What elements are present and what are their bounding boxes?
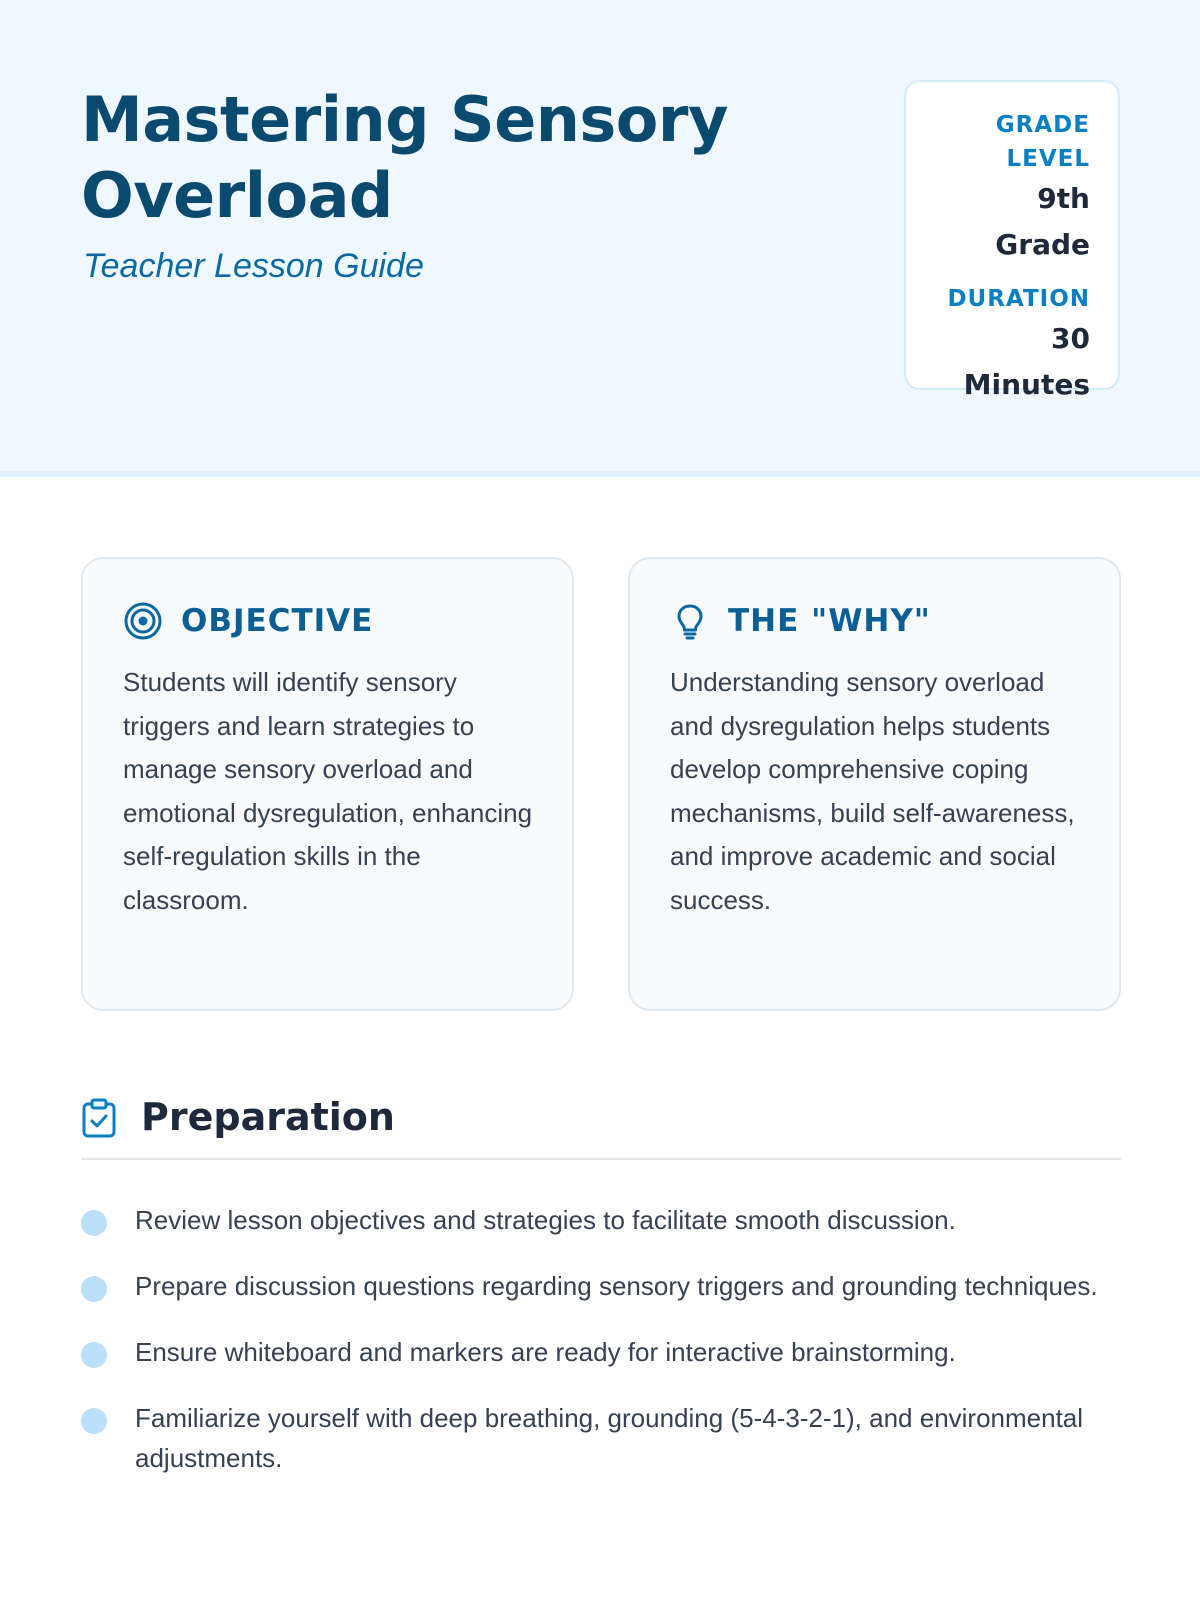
list-item bbox=[81, 1200, 1121, 1240]
lesson-header bbox=[0, 0, 1200, 477]
page-title: Mastering Sensory Overload bbox=[81, 83, 728, 232]
grade-level-label: GRADE LEVEL bbox=[995, 112, 1090, 172]
objective-card bbox=[81, 557, 574, 1011]
preparation-list bbox=[81, 1200, 1121, 1504]
page-subtitle: Teacher Lesson Guide bbox=[83, 247, 424, 285]
preparation-header bbox=[81, 1092, 1121, 1160]
bullet-dot bbox=[81, 1408, 107, 1434]
objective-header bbox=[123, 599, 534, 643]
clipboard-check-icon bbox=[81, 1098, 117, 1138]
list-item-text: Review lesson objectives and strategies to facilitate smooth discussion. bbox=[135, 1205, 956, 1235]
bullet-dot bbox=[81, 1276, 107, 1302]
objective-text: Students will identify sensory triggers and learn strategies to manage sensory overload and emotional dysregulation, enhancing self-regulation skills in the classroom. bbox=[123, 667, 533, 915]
list-item-text: Prepare discussion questions regarding sensory triggers and grounding techniques. bbox=[135, 1271, 1098, 1301]
list-item bbox=[81, 1266, 1121, 1306]
grade-level-value: 9th Grade bbox=[995, 182, 1090, 261]
why-text: Understanding sensory overload and dysregulation helps students develop comprehensive coping mechanisms, build self-awareness, and improve academic and social success. bbox=[670, 667, 1075, 915]
list-item-text: Ensure whiteboard and markers are ready for interactive brainstorming. bbox=[135, 1337, 956, 1367]
why-title: THE "WHY" bbox=[728, 603, 931, 639]
duration-label: DURATION bbox=[947, 286, 1090, 312]
preparation-title: Preparation bbox=[141, 1095, 395, 1139]
duration-value: 30 Minutes bbox=[963, 322, 1090, 401]
why-header bbox=[670, 599, 1081, 643]
list-item bbox=[81, 1398, 1121, 1478]
target-icon bbox=[123, 601, 163, 641]
lightbulb-icon bbox=[670, 601, 710, 641]
list-item-text: Familiarize yourself with deep breathing, grounding (5-4-3-2-1), and environmental adjustments. bbox=[135, 1403, 1084, 1473]
lesson-meta-card bbox=[904, 80, 1120, 401]
bullet-dot bbox=[81, 1210, 107, 1236]
list-item bbox=[81, 1332, 1121, 1372]
why-card bbox=[628, 557, 1121, 1011]
bullet-dot bbox=[81, 1342, 107, 1368]
objective-title: OBJECTIVE bbox=[181, 603, 374, 639]
